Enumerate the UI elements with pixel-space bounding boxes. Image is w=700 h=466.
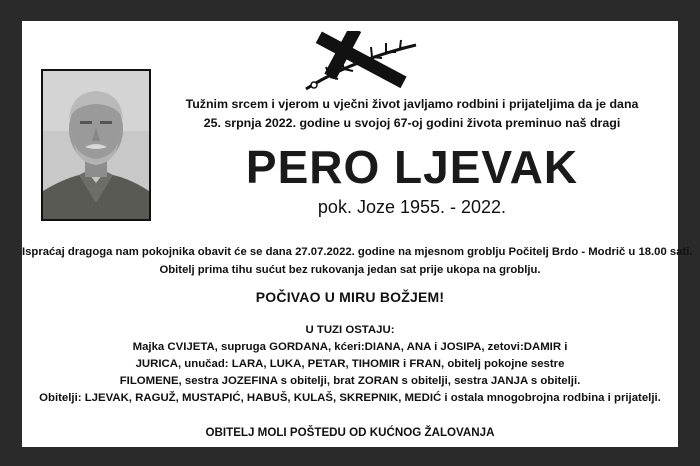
intro-line: 25. srpnja 2022. godine u svojoj 67-oj godini života preminuo naš dragi [203,116,621,130]
mourners-line: Majka CVIJETA, supruga GORDANA, kćeri:DIANA, ANA i JOSIPA, zetovi:DAMIR i [132,341,568,353]
funeral-line: Obitelj prima tihu sućut bez rukovanja jedan sat prije ukopa na groblju. [159,264,541,276]
mourners-line: FILOMENE, sestra JOZEFINA s obitelji, brat ZORAN s obitelji, sestra JANJA s obitelji. [119,375,581,387]
rest-in-peace-heading: POČIVAO U MIRU BOŽJEM! [255,289,445,305]
mourners-line: Obitelji: LJEVAK, RAGUŽ, MUSTAPIĆ, HABUŠ, KULAŠ, SKREPNIK, MEDIĆ i ostala mnogobrojna rodbina i prijatelji. [39,392,661,404]
cross-with-palm-branch-icon [300,31,420,93]
footer-note: OBITELJ MOLI POŠTEDU OD KUĆNOG ŽALOVANJA [205,426,495,439]
funeral-info [22,243,693,279]
mourners-line: JURICA, unučad: LARA, LUKA, PETAR, TIHOMIR i FRAN, obitelj pokojne sestre [135,358,565,370]
announcement-intro [172,95,652,133]
intro-line: Tužnim srcem i vjerom u vječni život javljamo rodbini i prijateljima da je dana [185,97,639,111]
funeral-line: Ispraćaj dragoga nam pokojnika obavit će se dana 27.07.2022. godine na mjesnom groblju Počitelj Brdo - Modrič u 18.00 sati. [22,246,693,258]
mourners-line: U TUZI OSTAJU: [305,324,395,336]
mourners-list [22,322,678,407]
obituary-card [22,21,693,447]
deceased-details: pok. Joze 1955. - 2022. [317,197,507,217]
deceased-name: PERO LJEVAK [245,141,579,193]
deceased-photo [41,69,151,221]
